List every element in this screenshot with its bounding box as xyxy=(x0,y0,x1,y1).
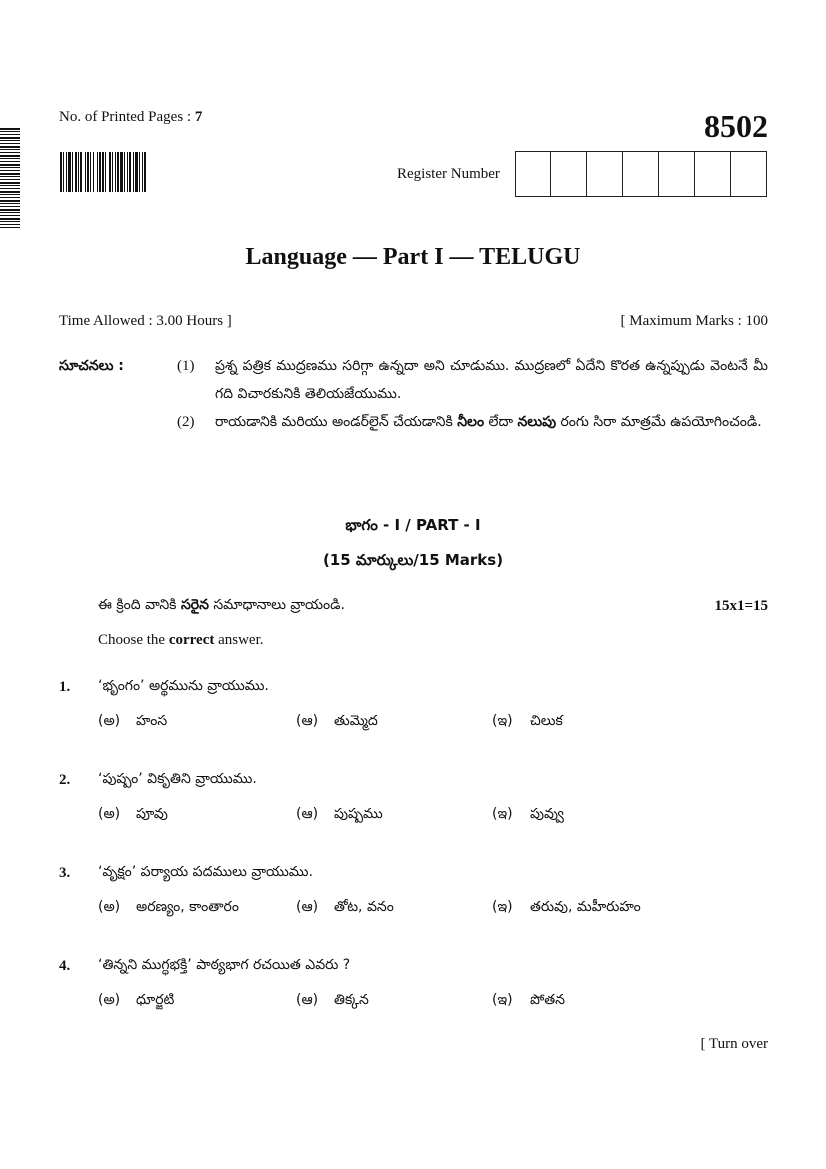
option-text: పువ్వు xyxy=(530,806,564,822)
option-text: పూవు xyxy=(136,806,168,822)
option-text: తోట, వనం xyxy=(334,899,394,915)
directive-text-part: Choose the xyxy=(98,632,169,648)
instruction-text-part: రాయడానికి మరియు అండర్‌లైన్ చేయడానికి xyxy=(215,414,458,430)
part-heading: భాగం - I / PART - I xyxy=(345,516,481,534)
register-number-box xyxy=(551,151,587,197)
option-text: తరువు, మహీరుహం xyxy=(530,899,641,915)
option-marker: (ఇ) xyxy=(492,992,513,1008)
register-number-box xyxy=(695,151,731,197)
register-number-boxes xyxy=(515,151,767,197)
instruction-text xyxy=(215,408,768,436)
option-marker: (ఇ) xyxy=(492,806,513,822)
instruction-text-part: లేదా xyxy=(484,414,518,430)
question-text: ‘వృక్షం’ పర్యాయ పదములు వ్రాయుము. xyxy=(98,864,313,880)
option-text: తిక్కన xyxy=(334,992,369,1008)
option-marker: (అ) xyxy=(98,992,121,1008)
option-text: అరణ్యం, కాంతారం xyxy=(136,899,239,915)
register-number-box xyxy=(515,151,551,197)
option-text: పోతన xyxy=(530,992,565,1008)
option-marker: (అ) xyxy=(98,713,121,729)
instruction-number: (2) xyxy=(177,414,195,430)
option-text: చిలుక xyxy=(530,713,563,729)
side-barcode-image xyxy=(0,128,20,228)
register-number-box xyxy=(659,151,695,197)
question-text: ‘భృంగం’ అర్థమును వ్రాయుము. xyxy=(98,678,269,694)
register-number-box xyxy=(587,151,623,197)
option-text: తుమ్మెద xyxy=(334,713,378,729)
barcode-image xyxy=(60,152,184,192)
question-number: 2. xyxy=(59,772,71,788)
directive-telugu xyxy=(98,597,345,616)
instruction-text: ప్రశ్న పత్రిక ముద్రణము సరిగ్గా ఉన్నదా అని చూడుము. ముద్రణలో ఏదేని కొరత ఉన్నప్పుడు వెంటనే మీ గది విచారకునికి తెలియజేయుము. xyxy=(215,358,768,402)
directive-text-part: ఈ క్రింది వానికి xyxy=(98,597,181,613)
printed-pages-label: No. of Printed Pages : xyxy=(59,109,195,125)
directive-text-part: answer. xyxy=(214,632,264,648)
instructions-label: సూచనలు : xyxy=(59,358,124,374)
printed-pages-value: 7 xyxy=(194,109,203,125)
directive-text-bold: correct xyxy=(168,632,215,648)
register-number-box xyxy=(623,151,659,197)
instruction-number: (1) xyxy=(177,358,195,374)
option-marker: (ఆ) xyxy=(296,992,319,1008)
register-number-box xyxy=(731,151,767,197)
question-number: 1. xyxy=(59,679,71,695)
option-text: హంస xyxy=(136,713,168,729)
option-marker: (ఇ) xyxy=(492,713,513,729)
option-marker: (అ) xyxy=(98,899,121,915)
question-text: ‘పుష్పం’ వికృతిని వ్రాయుము. xyxy=(98,771,257,787)
option-marker: (ఆ) xyxy=(296,899,319,915)
instruction-text-bold: నీలం xyxy=(457,414,485,430)
option-marker: (ఆ) xyxy=(296,806,319,822)
printed-pages-info xyxy=(59,109,202,126)
directive-text-bold: సరైన xyxy=(180,597,209,613)
option-text: ధూర్జటి xyxy=(136,992,175,1008)
question-text: ‘తిన్నని ముగ్ధభక్తి’ పాఠ్యభాగ రచయిత ఎవరు ? xyxy=(98,957,351,973)
option-text: పుష్పము xyxy=(334,806,383,822)
marks-formula: 15x1=15 xyxy=(714,598,768,614)
register-number-label: Register Number xyxy=(397,166,500,182)
instruction-text-part: రంగు సిరా మాత్రమే ఉపయోగించండి. xyxy=(556,414,762,430)
directive-text-part: సమాధానాలు వ్రాయండి. xyxy=(208,597,345,613)
option-marker: (అ) xyxy=(98,806,121,822)
instruction-text-bold: నలుపు xyxy=(517,414,557,430)
option-marker: (ఇ) xyxy=(492,899,513,915)
turn-over-note: [ Turn over xyxy=(700,1036,768,1052)
time-allowed: Time Allowed : 3.00 Hours ] xyxy=(59,313,232,329)
maximum-marks: [ Maximum Marks : 100 xyxy=(620,313,768,329)
marks-heading: (15 మార్కులు/15 Marks) xyxy=(322,551,504,569)
question-number: 4. xyxy=(59,958,71,974)
paper-code: 8502 xyxy=(704,108,768,144)
paper-title: Language — Part I — TELUGU xyxy=(245,244,581,270)
option-marker: (ఆ) xyxy=(296,713,319,729)
directive-english xyxy=(98,632,264,649)
question-number: 3. xyxy=(59,865,71,881)
